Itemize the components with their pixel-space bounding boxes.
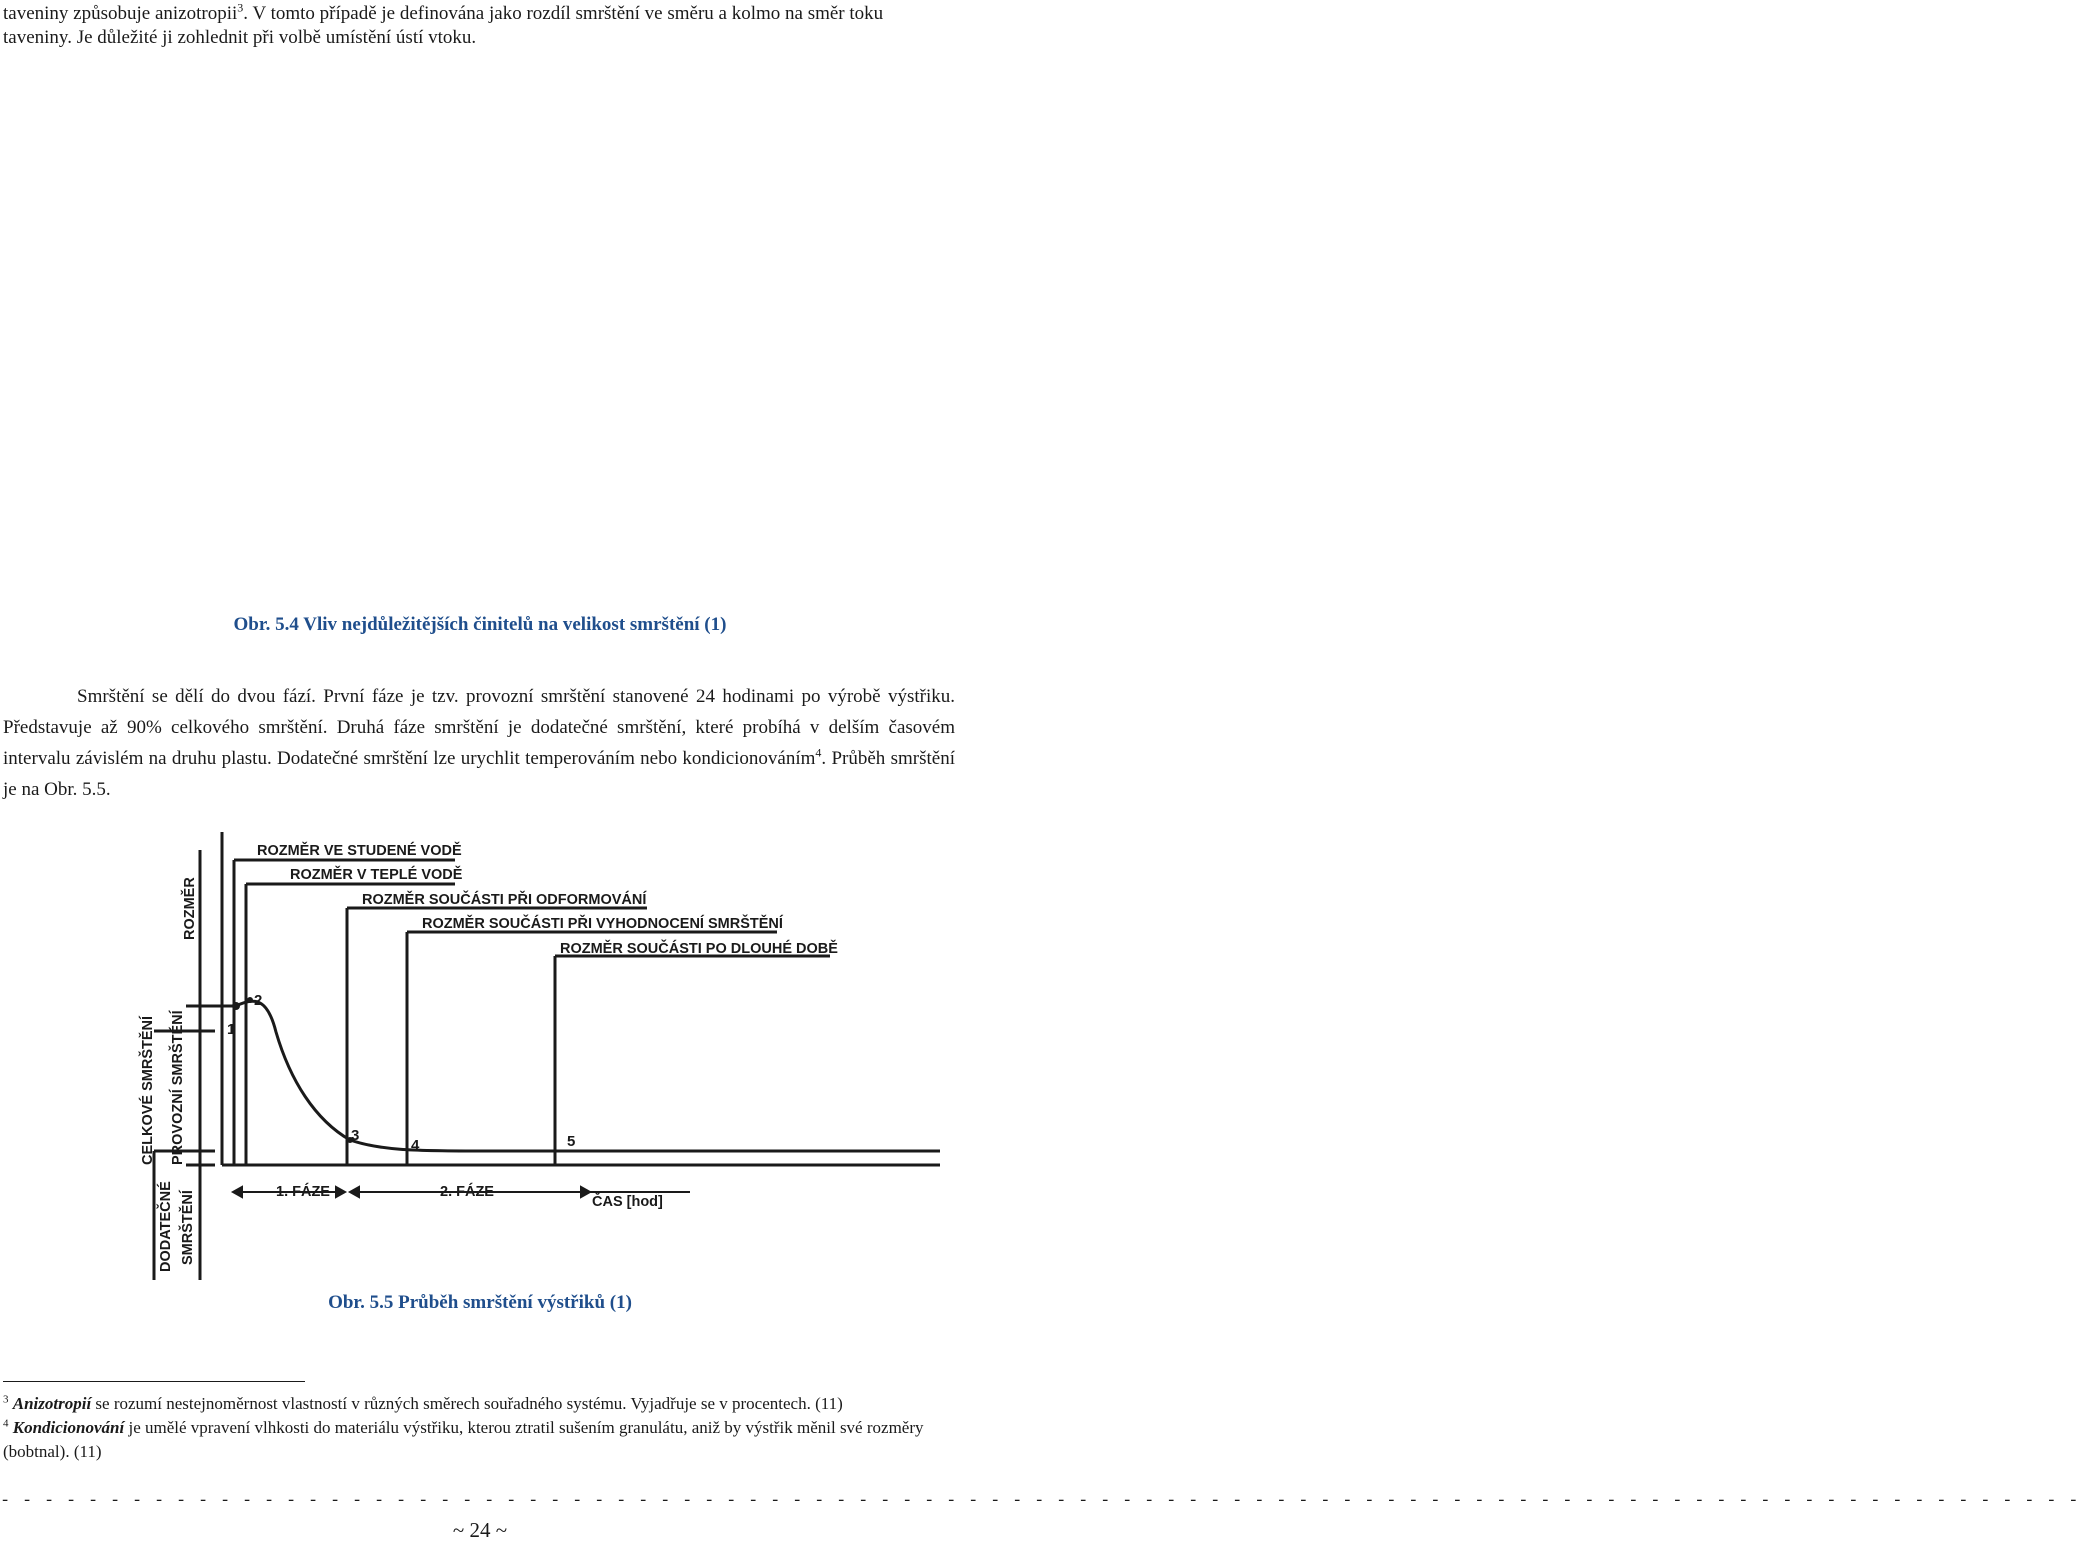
shrinkage-curve [236, 1001, 940, 1151]
point-label-1: 1 [227, 1021, 236, 1038]
footnotes [3, 1392, 958, 1464]
body-text-b: . Průběh smrštění je na Obr. 5.5. [3, 748, 955, 800]
label-cold-water: ROZMĚR VE STUDENÉ VODĚ [257, 843, 462, 859]
body-paragraph [3, 681, 955, 805]
label-long-time: ROZMĚR SOUČÁSTI PO DLOUHÉ DOBĚ [560, 941, 838, 957]
footnote-ref-3: 3 [237, 0, 244, 15]
figure-caption-5-4: Obr. 5.4 Vliv nejdůležitějších činitelů na velikost smrštění (1) [233, 614, 727, 635]
label-demolding: ROZMĚR SOUČÁSTI PŘI ODFORMOVÁNÍ [362, 892, 647, 908]
footnote-ref-4: 4 [815, 745, 822, 760]
intro-text-a: taveniny způsobuje anizotropii [3, 3, 238, 24]
intro-paragraph [3, 2, 953, 50]
label-additional-2: SMRŠTĚNÍ [180, 1190, 196, 1265]
label-time-axis: ČAS [hod] [592, 1194, 663, 1210]
page-number: ~ 24 ~ [452, 1518, 508, 1542]
footnote-3: $^3$ Anizotropií se rozumí nestejnoměrnost vlastností v různých směrech souřadného systému. Vyjadřuje se v procentech. (11) [3, 1393, 843, 1413]
point-label-3: 3 [351, 1127, 360, 1144]
shrinkage-diagram [0, 820, 960, 1290]
label-total-shrinkage: CELKOVÉ SMRŠTĚNÍ [140, 1015, 156, 1165]
intro-text-b: . V tomto případě je definována jako rozdíl smrštění ve směru a kolmo na směr toku taveniny. Je důležité ji zohlednit při volbě umístění ústí vtoku. [3, 3, 884, 48]
label-evaluation: ROZMĚR SOUČÁSTI PŘI VYHODNOCENÍ SMRŠTĚNÍ [422, 916, 783, 932]
footnote-4: $^4$ Kondicionování je umělé vpravení vlhkosti do materiálu výstřiku, kterou ztratil sušením granulátu, aniž by výstřik měnil své rozměry (bobtnal). (11) [3, 1417, 924, 1461]
body-text-a: Smrštění se dělí do dvou fází. První fáze je tzv. provozní smrštění stanovené 24 hodinami po výrobě výstřiku. Představuje až 90% celkového smrštění. Druhá fáze smrštění je dodatečné smrštění, které probíhá v delším časovém intervalu závislém na druhu plastu. Dodatečné smrštění lze urychlit temperováním nebo kondicionováním [3, 686, 955, 769]
label-additional-1: DODATEČNÉ [158, 1181, 174, 1272]
label-phase-1: 1. FÁZE [276, 1184, 330, 1200]
point-label-2: 2 [254, 992, 263, 1009]
label-warm-water: ROZMĚR V TEPLÉ VODĚ [290, 867, 463, 883]
label-operating-shrinkage: PROVOZNÍ SMRŠTĚNÍ [170, 1010, 186, 1165]
point-label-4: 4 [411, 1137, 420, 1154]
label-size-axis: ROZMĚR [182, 877, 198, 940]
figure-caption-5-5: Obr. 5.5 Průběh smrštění výstřiků (1) [328, 1292, 632, 1313]
footnote-separator [3, 1381, 305, 1382]
label-phase-2: 2. FÁZE [440, 1184, 494, 1200]
point-label-5: 5 [567, 1133, 576, 1150]
footer-dashed-line: - - - - - - - - - - - - - - - - - - - - - - - - - - - - - - - - - - - - - - - - - - - - - - - - - - - - - - - - - - - - - - - - - - - - - - - - - - - - - - - - - - - - - - - - - - - - - - - [0, 1492, 2079, 1511]
